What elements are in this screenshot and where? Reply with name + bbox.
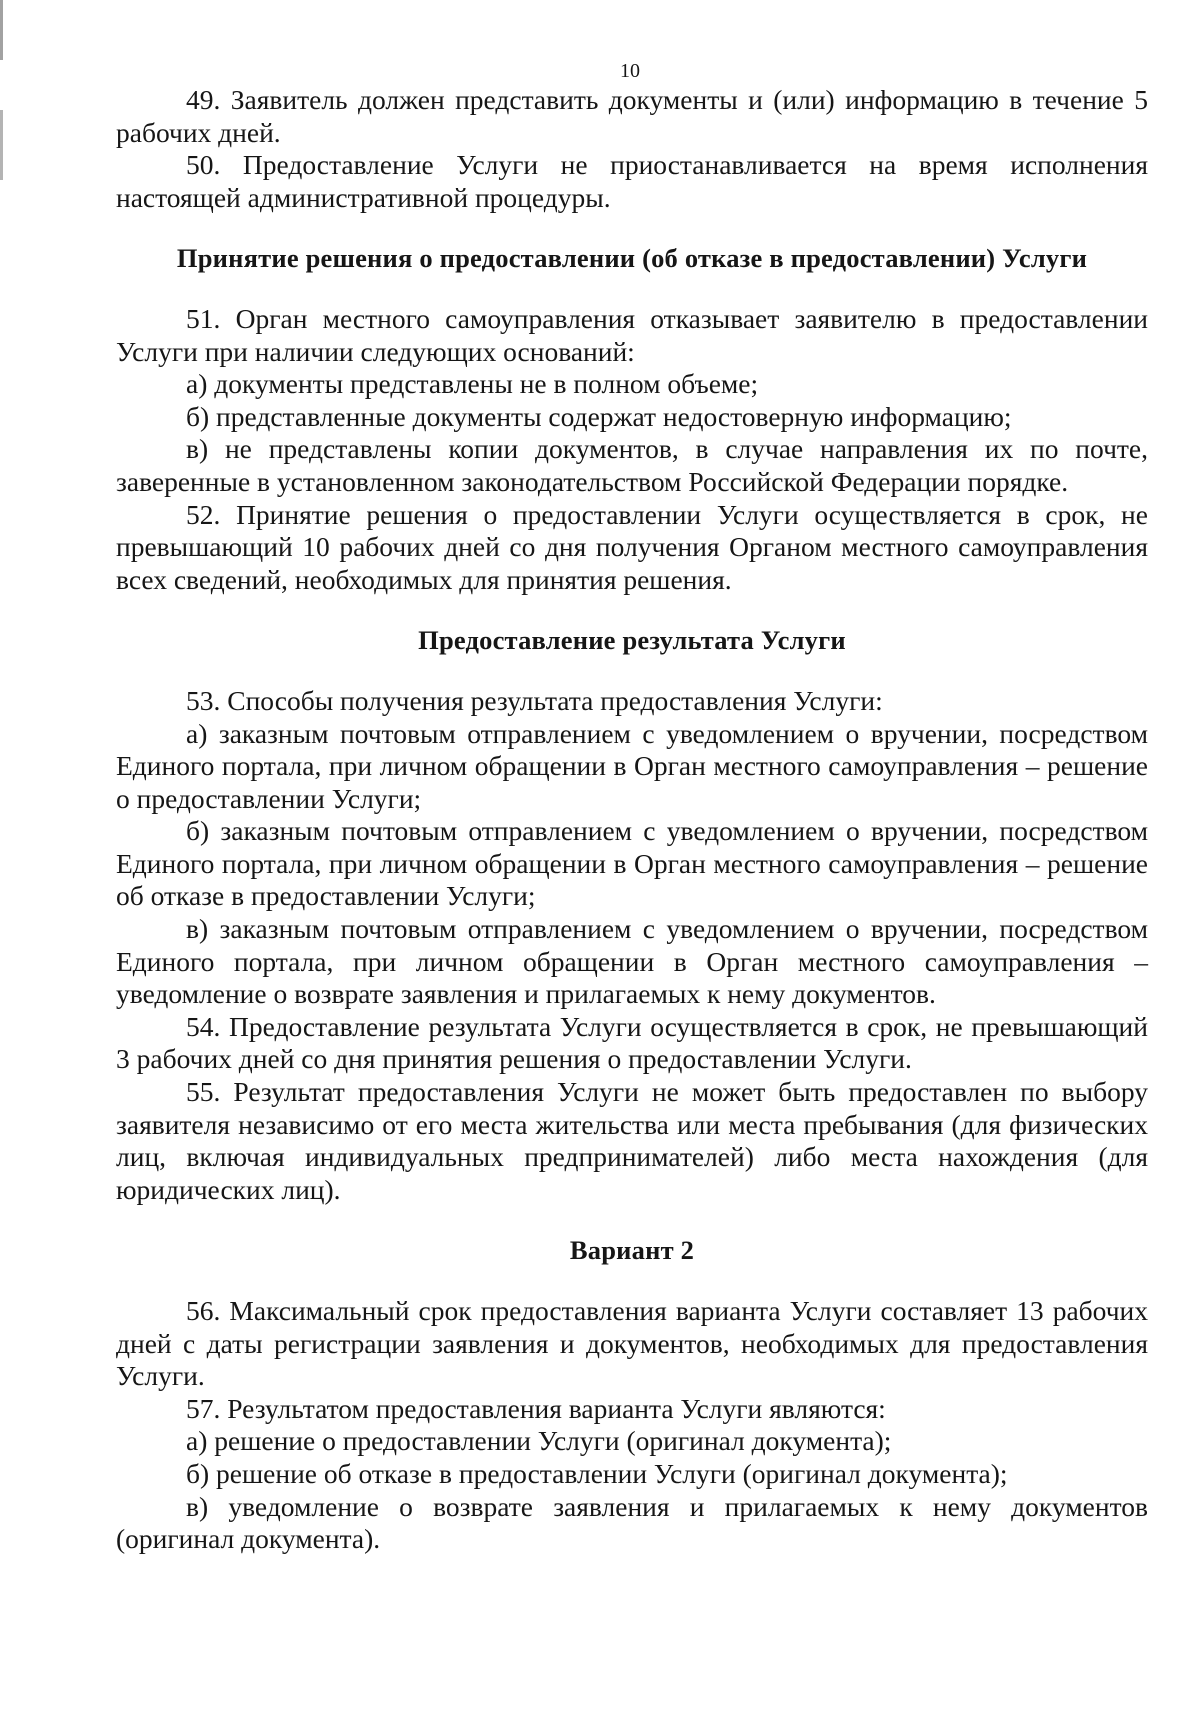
spacer: [116, 275, 1148, 303]
item-51-a: а) документы представлены не в полном объеме;: [186, 368, 759, 400]
item-54: 54. Предоставление результата Услуги осуществляется в срок, не превышающий 3 рабочих дней со дня принятия решения о предоставлении Услуги.: [116, 1010, 1148, 1075]
item-51-c: в) не представлены копии документов, в случае направления их по почте, заверенные в установленном законодательством Российской Федерации порядке.: [116, 433, 1148, 497]
item-53-c: в) заказным почтовым отправлением с уведомлением о вручении, посредством Единого портала, при личном обращении в Орган местного самоуправления – уведомление о возврате заявления и прилагаемых к нему документов.: [116, 913, 1148, 1010]
item-53-b: б) заказным почтовым отправлением с уведомлением о вручении, посредством Единого портала, при личном обращении в Орган местного самоуправления – решение об отказе в предоставлении Услуги;: [116, 815, 1148, 912]
spacer: [116, 214, 1148, 242]
item-56: 56. Максимальный срок предоставления варианта Услуги составляет 13 рабочих дней с даты регистрации заявления и документов, необходимых для предоставления Услуги.: [116, 1295, 1148, 1392]
heading-variant-2: Вариант 2: [569, 1235, 695, 1266]
item-57-c: в) уведомление о возврате заявления и прилагаемых к нему документов (оригинал документа).: [116, 1490, 1148, 1555]
spacer: [116, 657, 1148, 685]
item-53-a: а) заказным почтовым отправлением с уведомлением о вручении, посредством Единого портала, при личном обращении в Орган местного самоуправления – решение о предоставлении Услуги;: [116, 717, 1148, 814]
item-57-a: а) решение о предоставлении Услуги (оригинал документа);: [186, 1425, 892, 1457]
item-49: 49. Заявитель должен представить документы и (или) информацию в течение 5 рабочих дней.: [116, 84, 1148, 148]
document-body: [116, 84, 1148, 1556]
item-51: 51. Орган местного самоуправления отказывает заявителю в предоставлении Услуги при наличии следующих оснований:: [116, 302, 1148, 367]
item-53: 53. Способы получения результата предоставления Услуги:: [186, 684, 883, 716]
item-55: 55. Результат предоставления Услуги не может быть предоставлен по выбору заявителя независимо от его места жительства или места пребывания (для физических лиц, включая индивидуальных предпринимателей) либо места нахождения (для юридических лиц).: [116, 1076, 1148, 1205]
item-57-b: б) решение об отказе в предоставлении Услуги (оригинал документа);: [186, 1457, 1008, 1489]
spacer: [116, 1206, 1148, 1234]
spacer: [116, 1267, 1148, 1295]
item-50: 50. Предоставление Услуги не приостанавливается на время исполнения настоящей административной процедуры.: [116, 149, 1148, 213]
item-57: 57. Результатом предоставления варианта Услуги являются:: [186, 1392, 886, 1424]
heading-result: Предоставление результата Услуги: [418, 625, 846, 656]
item-52: 52. Принятие решения о предоставлении Услуги осуществляется в срок, не превышающий 10 рабочих дней со дня получения Органом местного самоуправления всех сведений, необходимых для принятия решения.: [116, 498, 1148, 595]
page-number: 10: [620, 60, 640, 82]
heading-decision: Принятие решения о предоставлении (об отказе в предоставлении) Услуги: [176, 243, 1088, 274]
spacer: [116, 596, 1148, 624]
item-51-b: б) представленные документы содержат недостоверную информацию;: [186, 400, 1012, 432]
